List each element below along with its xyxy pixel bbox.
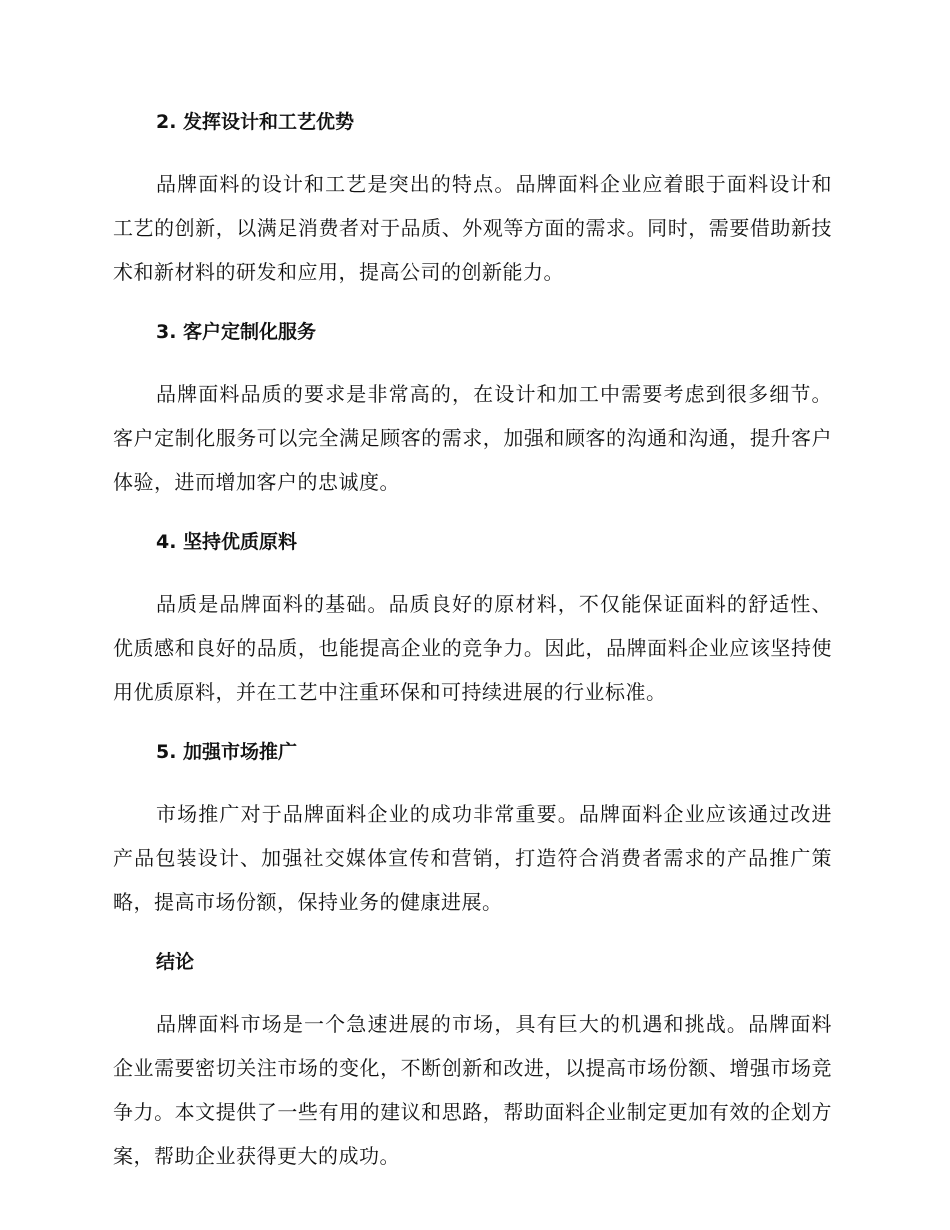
section-conclusion [113, 946, 832, 1178]
section-heading: 结论 [156, 951, 195, 973]
section-paragraph: 市场推广对于品牌面料企业的成功非常重要。品牌面料企业应该通过改进产品包装设计、加强社交媒体宣传和营销，打造符合消费者需求的产品推广策略，提高市场份额，保持业务的健康进展。 [113, 802, 832, 914]
section-paragraph: 品质是品牌面料的基础。品质良好的原材料，不仅能保证面料的舒适性、优质感和良好的品质，也能提高企业的竞争力。因此，品牌面料企业应该坚持使用优质原料，并在工艺中注重环保和可持续进展的行业标准。 [113, 592, 832, 704]
section-paragraph: 品牌面料的设计和工艺是突出的特点。品牌面料企业应着眼于面料设计和工艺的创新，以满足消费者对于品质、外观等方面的需求。同时，需要借助新技术和新材料的研发和应用，提高公司的创新能力。 [113, 172, 832, 284]
section-heading: 5. 加强市场推广 [156, 741, 298, 763]
section-quality-materials [113, 526, 832, 714]
section-paragraph: 品牌面料市场是一个急速进展的市场，具有巨大的机遇和挑战。品牌面料企业需要密切关注市场的变化，不断创新和改进，以提高市场份额、增强市场竞争力。本文提供了一些有用的建议和思路，帮助面料企业制定更加有效的企划方案，帮助企业获得更大的成功。 [113, 1012, 832, 1168]
section-heading: 4. 坚持优质原料 [156, 531, 298, 553]
section-heading: 2. 发挥设计和工艺优势 [156, 111, 355, 133]
section-heading: 3. 客户定制化服务 [156, 321, 317, 343]
section-design-craft [113, 106, 832, 294]
section-custom-service [113, 316, 832, 504]
section-paragraph: 品牌面料品质的要求是非常高的，在设计和加工中需要考虑到很多细节。客户定制化服务可以完全满足顾客的需求，加强和顾客的沟通和沟通，提升客户体验，进而增加客户的忠诚度。 [113, 382, 832, 494]
section-marketing [113, 736, 832, 924]
